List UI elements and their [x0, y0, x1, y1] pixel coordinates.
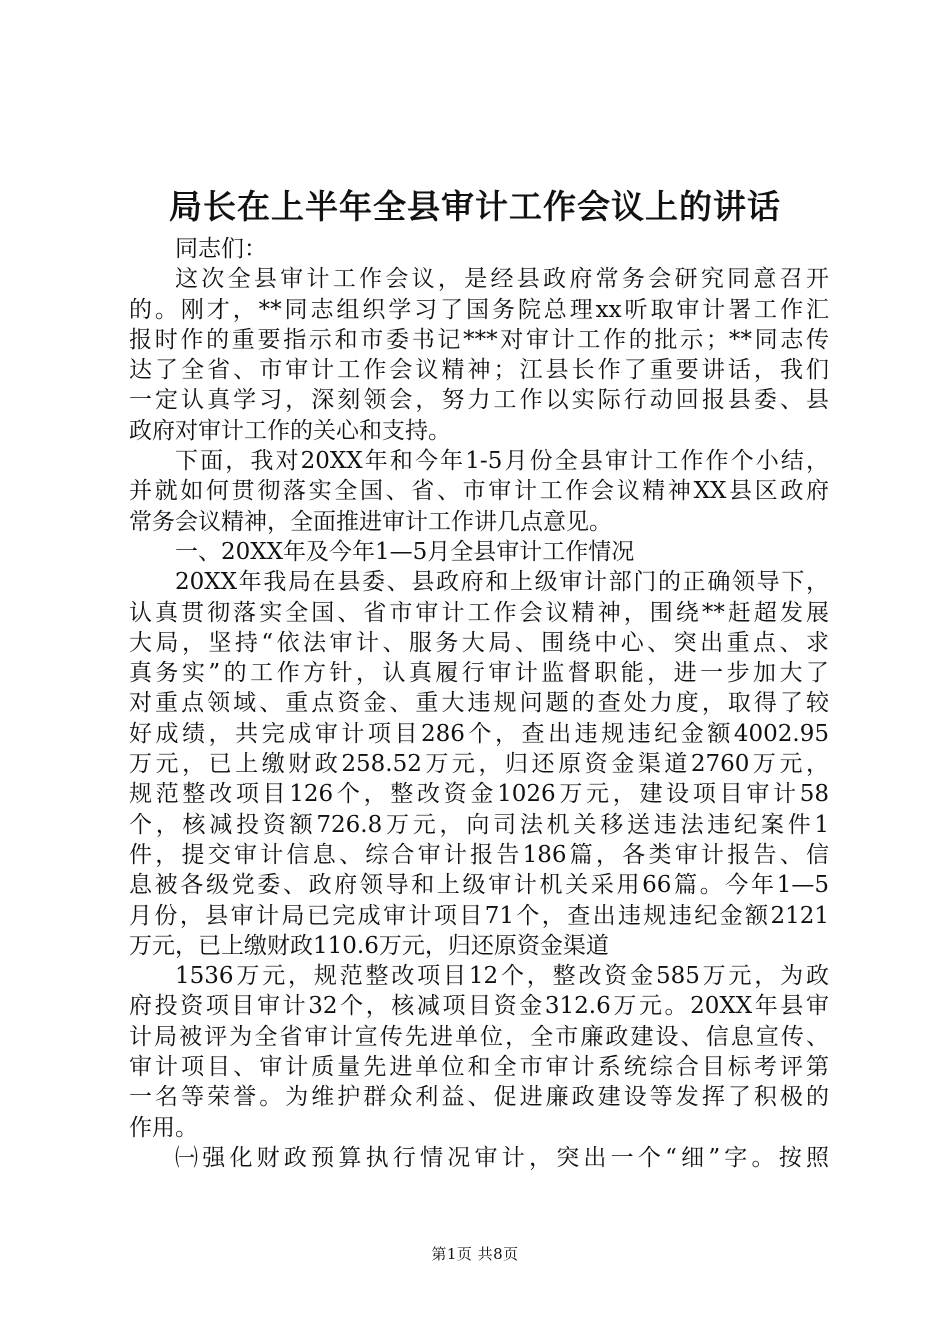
- paragraph-line: 府投资项目审计32个，核减项目资金312.6万元。20XX年县审: [129, 993, 829, 1020]
- paragraph-line: 息被各级党委、政府领导和上级审计机关采用66篇。今年1—5: [129, 872, 829, 899]
- paragraph-line: 报时作的重要指示和市委书记***对审计工作的批示；**同志传: [129, 326, 829, 353]
- paragraph-line: 并就如何贯彻落实全国、省、市审计工作会议精神XX县区政府: [129, 478, 829, 505]
- paragraph-line: 常务会议精神，全面推进审计工作讲几点意见。: [129, 508, 612, 535]
- page-number-footer: 第1页 共8页: [431, 1245, 519, 1263]
- paragraph-line: 万元，已上缴财政110.6万元，归还原资金渠道: [129, 932, 609, 959]
- paragraph-line: 认真贯彻落实全国、省市审计工作会议精神，围绕**赶超发展: [129, 599, 829, 626]
- paragraph-line: 对重点领域、重点资金、重大违规问题的查处力度，取得了较: [129, 690, 829, 717]
- paragraph-line: 万元，已上缴财政258.52万元，归还原资金渠道2760万元，: [129, 751, 829, 778]
- salutation-line: 同志们：: [175, 236, 267, 262]
- paragraph-line: 计局被评为全省审计宣传先进单位，全市廉政建设、信息宣传、: [129, 1023, 829, 1050]
- paragraph-line: 个，核减投资额726.8万元，向司法机关移送违法违纪案件1: [129, 811, 829, 838]
- paragraph-line: 20XX年我局在县委、县政府和上级审计部门的正确领导下，: [175, 569, 829, 596]
- paragraph-line: 这次全县审计工作会议，是经县政府常务会研究同意召开: [175, 266, 829, 293]
- paragraph-line: 真务实”的工作方针，认真履行审计监督职能，进一步加大了: [129, 660, 829, 687]
- paragraph-line: 达了全省、市审计工作会议精神；江县长作了重要讲话，我们: [129, 357, 829, 384]
- paragraph-line: 件，提交审计信息、综合审计报告186篇，各类审计报告、信: [129, 841, 829, 868]
- paragraph-line: 的。刚才，**同志组织学习了国务院总理xx听取审计署工作汇: [129, 296, 829, 323]
- paragraph-line: 1536万元，规范整改项目12个，整改资金585万元，为政: [175, 963, 829, 990]
- paragraph-line: 政府对审计工作的关心和支持。: [129, 417, 451, 444]
- paragraph-line: 好成绩，共完成审计项目286个，查出违规违纪金额4002.95: [129, 720, 829, 747]
- document-body: [129, 234, 829, 1173]
- paragraph-line: 一定认真学习，深刻领会，努力工作以实际行动回报县委、县: [129, 387, 829, 414]
- subsection-line: ㈠强化财政预算执行情况审计，突出一个“细”字。按照: [175, 1144, 829, 1171]
- section-heading: 一、20XX年及今年1—5月全县审计工作情况: [175, 538, 635, 565]
- paragraph-line: 作用。: [129, 1114, 198, 1141]
- paragraph-line: 一名等荣誉。为维护群众利益、促进廉政建设等发挥了积极的: [129, 1084, 829, 1111]
- paragraph-line: 月份，县审计局已完成审计项目71个，查出违规违纪金额2121: [129, 902, 829, 929]
- paragraph-line: 审计项目、审计质量先进单位和全市审计系统综合目标考评第: [129, 1054, 829, 1081]
- document-title: 局长在上半年全县审计工作会议上的讲话: [169, 187, 781, 226]
- paragraph-line: 下面，我对20XX年和今年1-5月份全县审计工作作个小结，: [175, 448, 829, 475]
- paragraph-line: 大局，坚持“依法审计、服务大局、围绕中心、突出重点、求: [129, 629, 829, 656]
- paragraph-line: 规范整改项目126个，整改资金1026万元，建设项目审计58: [129, 781, 829, 808]
